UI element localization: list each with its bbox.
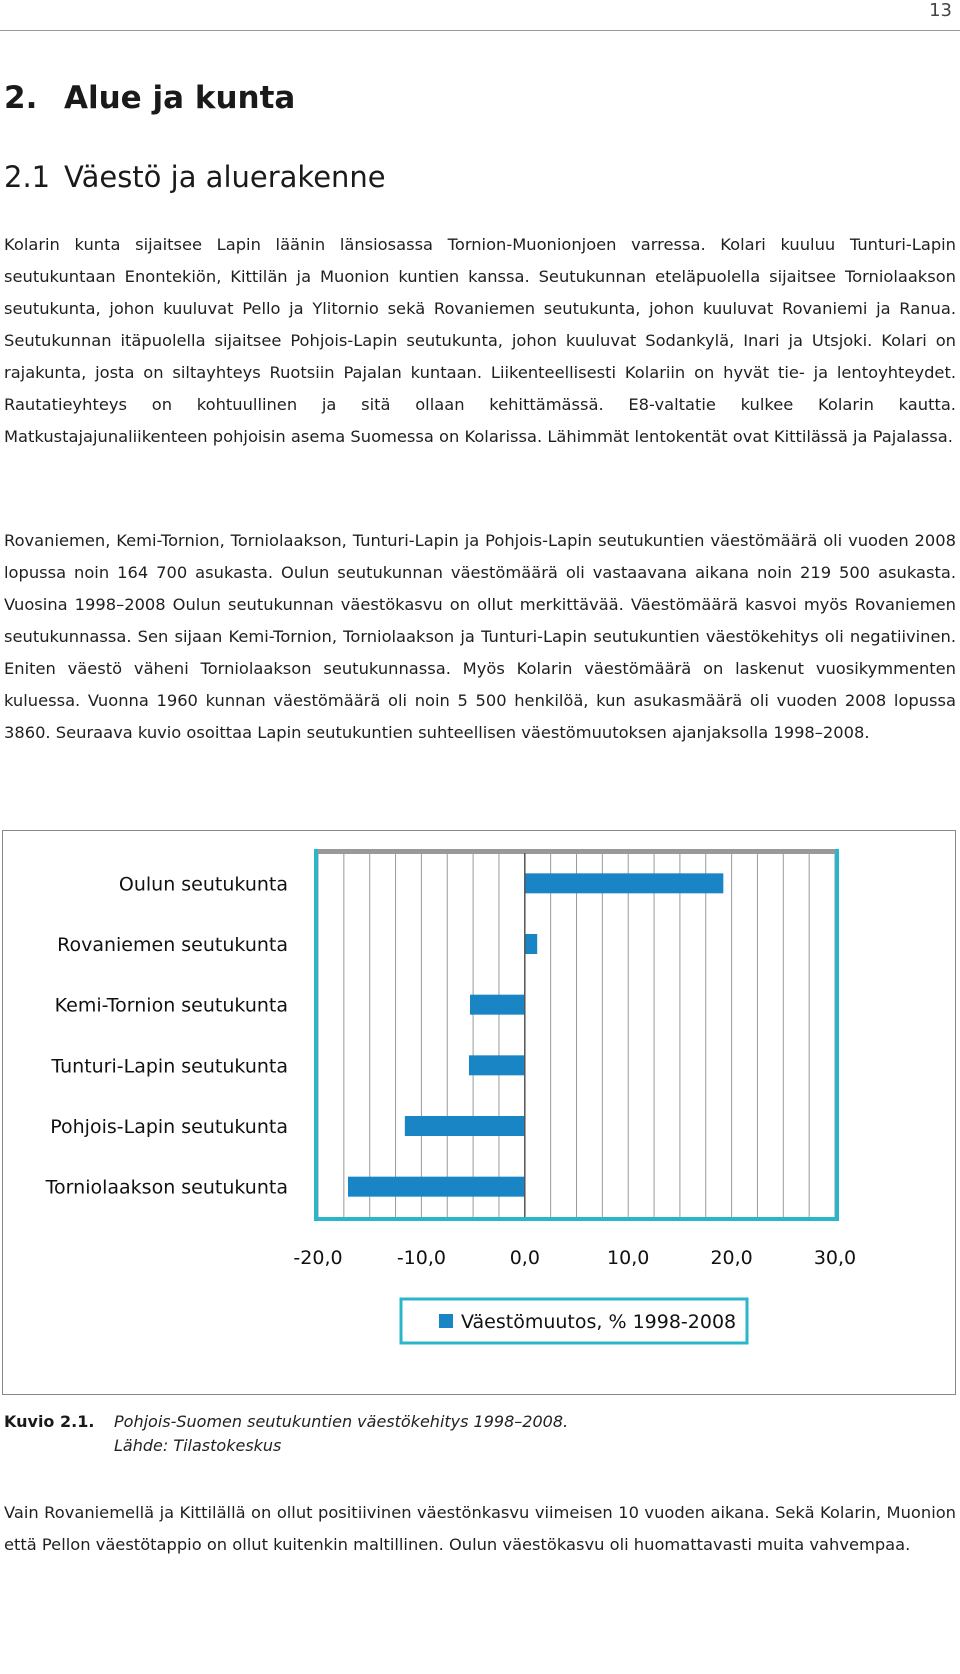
x-tick-label: 0,0	[509, 1247, 540, 1269]
x-tick-label: 20,0	[710, 1247, 753, 1269]
paragraph: Kolarin kunta sijaitsee Lapin läänin länsiosassa Tornion-Muonionjoen varressa. Kolari kuuluu Tunturi-Lapin seutukuntaan Enontekiön, Kittilän ja Muonion kuntien kanssa. Seutukunnan eteläpuolella sijaitsee Torniolaakson seutukunta, johon kuuluvat Pello ja Ylitornio sekä Rovaniemen seutukunta, johon kuuluvat Rovaniemi ja Ranua. Seutukunnan itäpuolella sijaitsee Pohjois-Lapin seutukunta, johon kuuluvat Sodankylä, Inari ja Utsjoki. Kolari on rajakunta, josta on siltayhteys Ruotsiin Pajalan kuntaan. Liikenteellisesti Kolariin on hyvät tie- ja lentoyhteydet. Rautatieyhteys on kohtuullinen ja sitä ollaan kehittämässä. E8-valtatie kulkee Kolarin kautta. Matkustajajunaliikenteen pohjoisin asema Suomessa on Kolarissa. Lähimmät lentokentät ovat Kittilässä ja Pajalassa.	[4, 235, 956, 446]
bar-6	[348, 1177, 525, 1197]
header-rule	[0, 30, 960, 31]
bar-3	[470, 995, 525, 1015]
category-label: Pohjois-Lapin seutukunta	[50, 1116, 288, 1138]
bar-chart	[3, 831, 955, 1394]
x-tick-label: 10,0	[607, 1247, 650, 1269]
legend-label: Väestömuutos, % 1998-2008	[461, 1311, 737, 1333]
chapter-heading	[4, 80, 295, 116]
category-label: Oulun seutukunta	[118, 873, 288, 896]
bar-1	[525, 873, 724, 893]
caption-label: Kuvio 2.1.	[4, 1412, 95, 1431]
caption-source: Lähde: Tilastokeskus	[114, 1436, 282, 1455]
section-number: 2.1	[4, 160, 51, 194]
figure-chart	[2, 830, 956, 1395]
plot-top-band	[318, 849, 835, 854]
paragraph: Rovaniemen, Kemi-Tornion, Torniolaakson, Tunturi-Lapin ja Pohjois-Lapin seutukuntien väestömäärä oli vuoden 2008 lopussa noin 164 700 asukasta. Oulun seutukunnan väestömäärä oli vastaavana aikana noin 219 500 asukasta. Vuosina 1998–2008 Oulun seutukunnan väestökasvu on ollut merkittävää. Väestömäärä kasvoi myös Rovaniemen seutukunnassa. Sen sijaan Kemi-Tornion, Torniolaakson ja Tunturi-Lapin seutukuntien väestökehitys oli negatiivinen. Eniten väestö väheni Torniolaakson seutukunnassa. Myös Kolarin väestömäärä on laskenut vuosikymmenten kuluessa. Vuonna 1960 kunnan väestömäärä oli noin 5 500 henkilöä, kun asukasmäärä oli vuoden 2008 lopussa 3860. Seuraava kuvio osoittaa Lapin seutukuntien suhteellisen väestömuutoksen ajanjaksolla 1998–2008.	[4, 531, 956, 742]
chapter-title: Alue ja kunta	[64, 80, 296, 116]
category-label: Rovaniemen seutukunta	[57, 934, 288, 956]
paragraph: Vain Rovaniemellä ja Kittilällä on ollut positiivinen väestönkasvu viimeisen 10 vuoden aikana. Sekä Kolarin, Muonion että Pellon väestötappio on ollut kuitenkin maltillinen. Oulun väestökasvu oli huomattavasti muita vahvempaa.	[4, 1503, 956, 1554]
category-label: Kemi-Tornion seutukunta	[54, 994, 288, 1017]
x-tick-label: -10,0	[396, 1247, 446, 1269]
bar-4	[469, 1055, 525, 1075]
section-title: Väestö ja aluerakenne	[64, 160, 386, 194]
category-label: Tunturi-Lapin seutukunta	[51, 1055, 288, 1078]
x-tick-label: 30,0	[813, 1247, 857, 1269]
legend	[401, 1299, 747, 1343]
x-tick-label: -20,0	[293, 1247, 343, 1269]
section-heading	[4, 160, 386, 194]
chapter-number: 2.	[4, 80, 38, 116]
legend-swatch	[439, 1314, 453, 1328]
page-number: 13	[929, 0, 952, 21]
caption-text: Pohjois-Suomen seutukuntien väestökehitys 1998–2008.	[114, 1412, 569, 1431]
bar-2	[525, 934, 537, 954]
bar-5	[405, 1116, 525, 1136]
category-label: Torniolaakson seutukunta	[45, 1176, 288, 1199]
